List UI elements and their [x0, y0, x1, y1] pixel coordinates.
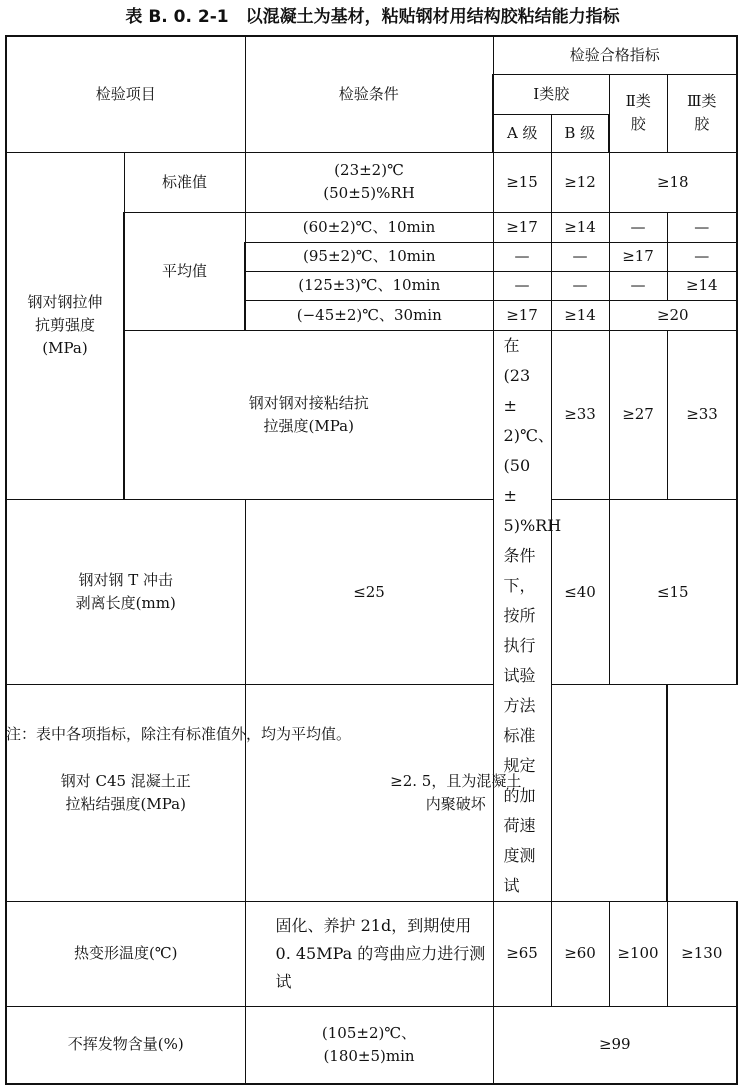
tensile-shear-item	[6, 152, 124, 500]
tensile-shear-item-line3: (MPa)	[42, 339, 88, 358]
avg-class2: —	[609, 212, 667, 242]
avg-grade-a: —	[493, 271, 551, 300]
header-condition: 检验条件	[245, 36, 493, 152]
avg-class23: ≥20	[609, 300, 737, 330]
c45-item-line2: 拉粘结强度(MPa)	[65, 794, 186, 813]
heat-deform-class2: ≥100	[609, 901, 667, 1006]
bond-tensile-class2: ≥33	[667, 330, 737, 500]
heat-deform-condition: 固化、养护 21d，到期使用 0. 45MPa 的弯曲应力进行测试	[245, 901, 493, 1006]
bond-tensile-grade-a: ≥33	[551, 330, 609, 500]
avg-condition: (60±2)℃、10min	[245, 212, 493, 242]
standard-condition	[245, 152, 493, 212]
standard-value-label: 标准值	[124, 152, 245, 212]
adhesive-performance-table	[5, 35, 738, 1085]
nonvolatile-condition-line1: (105±2)℃、	[321, 1023, 417, 1042]
header-class2	[609, 74, 667, 152]
t-impact-item	[6, 500, 245, 685]
bond-tensile-item-line2: 拉强度(MPa)	[263, 416, 354, 435]
avg-grade-a: ≥17	[493, 300, 551, 330]
tensile-shear-item-line1: 钢对钢拉伸	[27, 293, 103, 312]
t-impact-item-line2: 剥离长度(mm)	[75, 594, 176, 613]
bond-tensile-item	[124, 330, 493, 500]
avg-grade-b: ≥14	[551, 212, 609, 242]
avg-grade-a: —	[493, 242, 551, 271]
c45-item	[6, 685, 245, 901]
c45-value-line1: ≥2. 5，且为混凝土	[390, 771, 522, 790]
c45-item-line1: 钢对 C45 混凝土正	[60, 771, 191, 790]
avg-class2: —	[609, 271, 667, 300]
t-impact-grade-b: ≤40	[551, 500, 609, 685]
table-title: 表 B. 0. 2-1 以混凝土为基材，粘贴钢材用结构胶粘结能力指标	[125, 7, 620, 27]
bond-tensile-grade-b: ≥27	[609, 330, 667, 500]
avg-class2: ≥17	[609, 242, 667, 271]
tensile-shear-item-line2: 抗剪强度	[34, 316, 95, 335]
standard-grade-b: ≥12	[551, 152, 609, 212]
t-impact-class23: ≤15	[609, 500, 737, 685]
c45-value	[245, 685, 667, 901]
shared-condition: 在(23 ± 2)℃、(50 ± 5)%RH 条件下，按所执行试验方法标准规定的加荷速度测试	[493, 330, 551, 901]
bond-tensile-item-line1: 钢对钢对接粘结抗	[248, 393, 369, 412]
standard-grade-a: ≥15	[493, 152, 551, 212]
header-class2-line2: 胶	[630, 115, 646, 133]
table-note: 注：表中各项指标，除注有标准值外，均为平均值。	[6, 725, 352, 743]
c45-value-line2: 内聚破坏	[425, 794, 486, 813]
standard-class23: ≥18	[609, 152, 737, 212]
avg-class3: ≥14	[667, 271, 737, 300]
avg-grade-b: —	[551, 242, 609, 271]
heat-deform-grade-a: ≥65	[493, 901, 551, 1006]
header-criteria: 检验合格指标	[493, 36, 737, 74]
heat-deform-class3: ≥130	[667, 901, 737, 1006]
header-class2-line1: Ⅱ类	[625, 92, 651, 110]
heat-deform-item: 热变形温度(℃)	[6, 901, 245, 1006]
avg-condition: (125±3)℃、10min	[245, 271, 493, 300]
average-value-label: 平均值	[124, 212, 245, 330]
avg-grade-b: ≥14	[551, 300, 609, 330]
standard-condition-line2: (50±5)%RH	[323, 184, 415, 202]
heat-deform-grade-b: ≥60	[551, 901, 609, 1006]
header-class3-line1: Ⅲ类	[687, 92, 717, 110]
header-class1: Ⅰ类胶	[493, 74, 609, 114]
avg-grade-b: —	[551, 271, 609, 300]
t-impact-item-line1: 钢对钢 T 冲击	[78, 571, 174, 590]
nonvolatile-value: ≥99	[493, 1006, 737, 1084]
avg-condition: (95±2)℃、10min	[245, 242, 493, 271]
nonvolatile-condition	[245, 1006, 493, 1084]
header-class3-line2: 胶	[694, 115, 710, 133]
avg-class3: —	[667, 242, 737, 271]
header-grade-a: A 级	[493, 114, 551, 152]
t-impact-grade-a: ≤25	[245, 500, 493, 685]
header-item: 检验项目	[6, 36, 245, 152]
avg-condition: (−45±2)℃、30min	[245, 300, 493, 330]
header-grade-b: B 级	[551, 114, 609, 152]
avg-class3: —	[667, 212, 737, 242]
nonvolatile-item: 不挥发物含量(%)	[6, 1006, 245, 1084]
avg-grade-a: ≥17	[493, 212, 551, 242]
standard-condition-line1: (23±2)℃	[334, 161, 404, 179]
header-class3	[667, 74, 737, 152]
nonvolatile-condition-line2: (180±5)min	[323, 1046, 415, 1065]
